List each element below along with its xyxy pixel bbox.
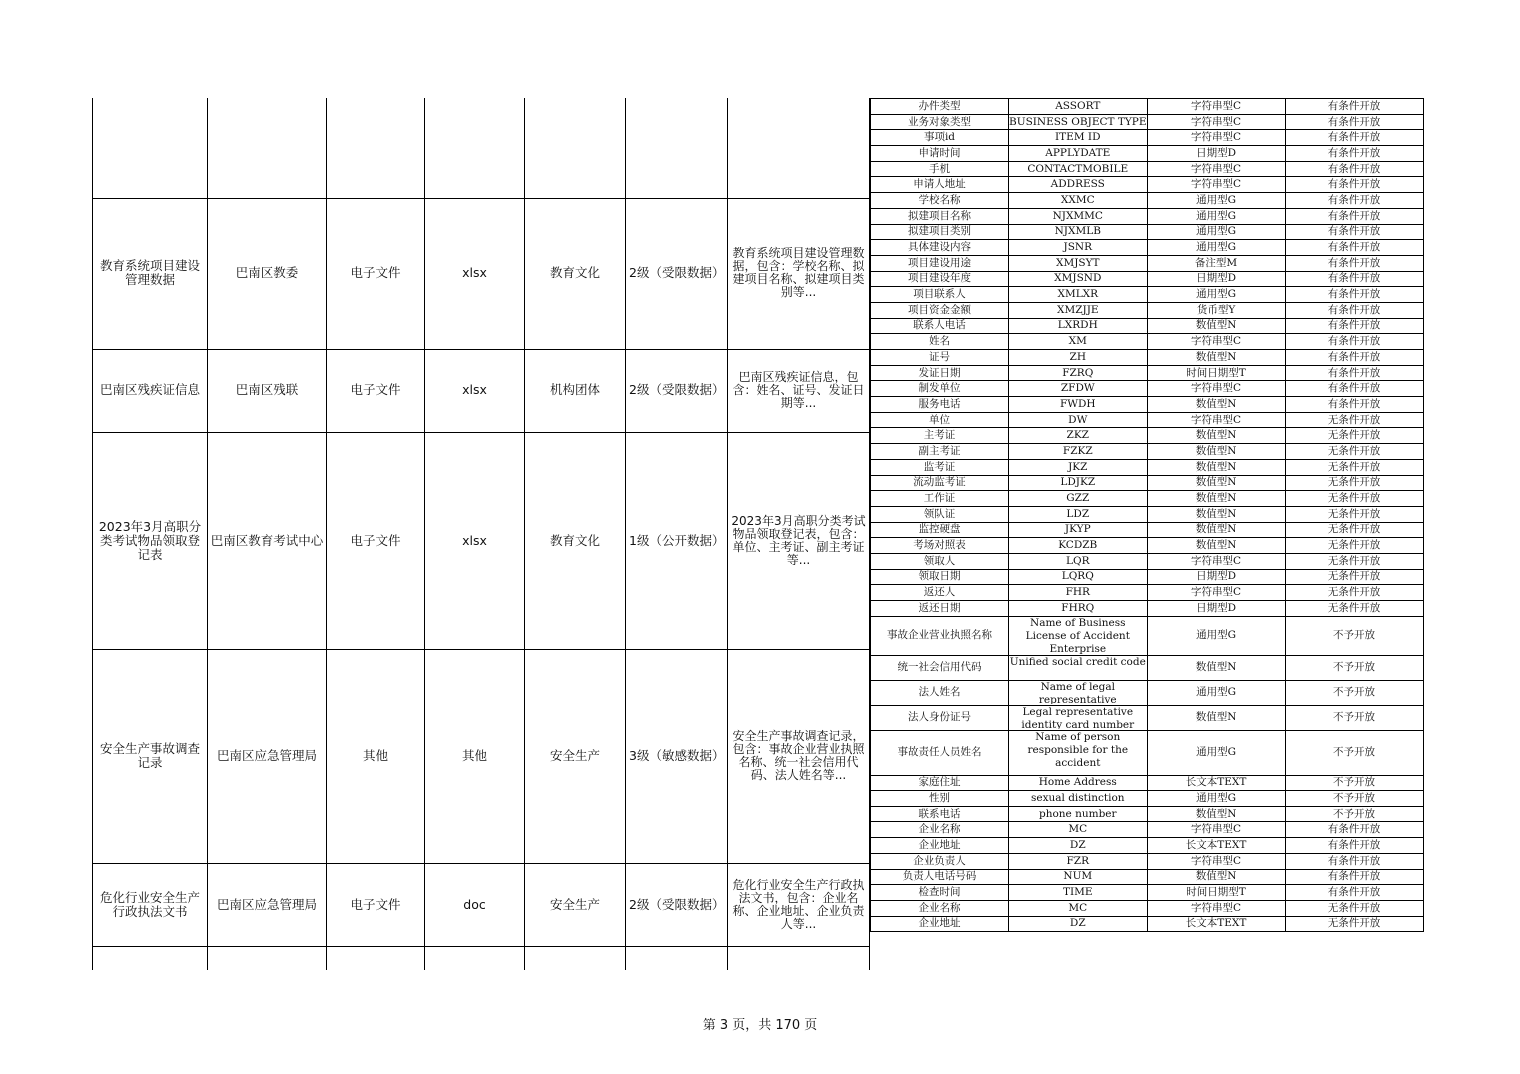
provider-dept: 巴南区残联 xyxy=(235,382,299,398)
field-name-cn: 工作证 xyxy=(871,491,1009,507)
field-type: 字符串型C xyxy=(1147,585,1285,601)
security-level: 1级（公开数据） xyxy=(629,532,725,548)
resource-name: 安全生产事故调查记录 xyxy=(99,740,200,770)
field-row xyxy=(871,412,1424,428)
field-type: 字符串型C xyxy=(1147,822,1285,838)
field-row xyxy=(871,680,1424,705)
field-share: 不予开放 xyxy=(1285,705,1423,730)
security-level xyxy=(626,98,727,198)
field-name-cn: 家庭住址 xyxy=(871,775,1009,791)
field-name-cn: 项目联系人 xyxy=(871,287,1009,303)
resource-category xyxy=(525,98,625,198)
field-share: 无条件开放 xyxy=(1285,506,1423,522)
field-type: 数值型N xyxy=(1147,806,1285,822)
field-name-en: DW xyxy=(1009,412,1148,428)
field-name-en: KCDZB xyxy=(1009,538,1148,554)
field-name-en: JKZ xyxy=(1009,459,1148,475)
field-share: 有条件开放 xyxy=(1285,177,1423,193)
field-row xyxy=(871,177,1424,193)
field-name-en: FHRQ xyxy=(1009,601,1148,617)
field-type: 备注型M xyxy=(1147,255,1285,271)
field-row xyxy=(871,885,1424,901)
field-name-en: MC xyxy=(1009,822,1148,838)
field-name-cn: 联系电话 xyxy=(871,806,1009,822)
field-row xyxy=(871,775,1424,791)
file-format xyxy=(425,98,524,198)
field-type: 数值型N xyxy=(1147,522,1285,538)
field-share: 有条件开放 xyxy=(1285,869,1423,885)
resource-description: 巴南区残疾证信息，包含：姓名、证号、发证日期等... xyxy=(732,369,865,410)
resource-category: 机构团体 xyxy=(549,382,600,398)
field-name-en: Home Address xyxy=(1009,775,1148,791)
field-row xyxy=(871,853,1424,869)
field-row xyxy=(871,224,1424,240)
field-name-en: FZRQ xyxy=(1009,365,1148,381)
file-format xyxy=(425,946,524,970)
field-share: 有条件开放 xyxy=(1285,318,1423,334)
field-name-en xyxy=(1009,655,1148,680)
resource-name: 危化行业安全生产行政执法文书 xyxy=(99,889,200,919)
field-type: 通用型G xyxy=(1147,616,1285,655)
field-share: 不予开放 xyxy=(1285,806,1423,822)
field-share: 无条件开放 xyxy=(1285,475,1423,491)
field-name-en-text: Unified social credit code xyxy=(1009,656,1146,669)
field-name-en-text: Name of legal representative xyxy=(1038,681,1117,705)
field-row xyxy=(871,585,1424,601)
field-row xyxy=(871,730,1424,775)
provider-dept xyxy=(208,946,326,970)
field-name-cn: 返还日期 xyxy=(871,601,1009,617)
field-name-cn: 考场对照表 xyxy=(871,538,1009,554)
field-share: 无条件开放 xyxy=(1285,601,1423,617)
field-type: 字符串型C xyxy=(1147,334,1285,350)
field-share: 有条件开放 xyxy=(1285,287,1423,303)
file-format: doc xyxy=(463,896,486,912)
field-name-en: ADDRESS xyxy=(1009,177,1148,193)
field-type: 通用型G xyxy=(1147,193,1285,209)
field-share: 有条件开放 xyxy=(1285,224,1423,240)
field-name-cn: 企业名称 xyxy=(871,900,1009,916)
field-row xyxy=(871,255,1424,271)
carrier-type: 电子文件 xyxy=(350,265,401,281)
field-row xyxy=(871,114,1424,130)
field-type: 通用型G xyxy=(1147,791,1285,807)
field-name-cn: 申请时间 xyxy=(871,146,1009,162)
field-share: 无条件开放 xyxy=(1285,522,1423,538)
field-share: 有条件开放 xyxy=(1285,114,1423,130)
resource-description: 危化行业安全生产行政执法文书，包含：企业名称、企业地址、企业负责人等... xyxy=(732,877,865,931)
field-name-cn: 项目资金金额 xyxy=(871,302,1009,318)
field-type: 时间日期型T xyxy=(1147,885,1285,901)
field-table xyxy=(870,98,1424,932)
field-name-cn: 企业负责人 xyxy=(871,853,1009,869)
field-row xyxy=(871,459,1424,475)
field-name-cn: 领取人 xyxy=(871,553,1009,569)
field-name-en: XMJSYT xyxy=(1009,255,1148,271)
security-level: 2级（受限数据） xyxy=(629,896,725,912)
field-share: 有条件开放 xyxy=(1285,853,1423,869)
provider-dept xyxy=(208,98,326,198)
field-share: 无条件开放 xyxy=(1285,900,1423,916)
field-name-cn: 法人身份证号 xyxy=(871,705,1009,730)
field-name-cn: 监控硬盘 xyxy=(871,522,1009,538)
field-row xyxy=(871,146,1424,162)
field-name-cn: 服务电话 xyxy=(871,397,1009,413)
field-name-cn: 单位 xyxy=(871,412,1009,428)
field-type: 长文本TEXT xyxy=(1147,916,1285,932)
field-row xyxy=(871,318,1424,334)
field-share: 有条件开放 xyxy=(1285,146,1423,162)
security-level: 2级（受限数据） xyxy=(629,382,725,398)
field-share: 有条件开放 xyxy=(1285,255,1423,271)
field-row xyxy=(871,350,1424,366)
field-name-en: NJXMLB xyxy=(1009,224,1148,240)
field-share: 有条件开放 xyxy=(1285,302,1423,318)
field-type: 数值型N xyxy=(1147,506,1285,522)
field-type: 数值型N xyxy=(1147,350,1285,366)
field-row xyxy=(871,655,1424,680)
field-name-en: ITEM ID xyxy=(1009,130,1148,146)
field-type: 时间日期型T xyxy=(1147,365,1285,381)
field-type: 日期型D xyxy=(1147,146,1285,162)
resource-description: 2023年3月高职分类考试物品领取登记表，包含：单位、主考证、副主考证等... xyxy=(731,513,866,567)
file-format: xlsx xyxy=(462,382,487,398)
resource-name xyxy=(93,946,207,970)
field-name-cn: 事故责任人员姓名 xyxy=(871,730,1009,775)
field-name-cn: 业务对象类型 xyxy=(871,114,1009,130)
field-name-en: NJXMMC xyxy=(1009,208,1148,224)
file-format: 其他 xyxy=(461,747,487,763)
field-type: 字符串型C xyxy=(1147,177,1285,193)
field-type: 数值型N xyxy=(1147,491,1285,507)
field-name-cn: 事项id xyxy=(871,130,1009,146)
field-name-cn: 领队证 xyxy=(871,506,1009,522)
field-name-cn: 性别 xyxy=(871,791,1009,807)
field-name-en xyxy=(1009,680,1148,705)
field-name-en: ZH xyxy=(1009,350,1148,366)
field-type: 字符串型C xyxy=(1147,900,1285,916)
field-share: 无条件开放 xyxy=(1285,553,1423,569)
field-name-cn: 副主考证 xyxy=(871,444,1009,460)
field-name-en: ZFDW xyxy=(1009,381,1148,397)
resource-name: 2023年3月高职分类考试物品领取登记表 xyxy=(98,518,202,562)
field-name-cn: 主考证 xyxy=(871,428,1009,444)
field-name-en: NUM xyxy=(1009,869,1148,885)
field-type: 货币型Y xyxy=(1147,302,1285,318)
field-name-en: XMJSND xyxy=(1009,271,1148,287)
field-share: 有条件开放 xyxy=(1285,193,1423,209)
field-type: 字符串型C xyxy=(1147,412,1285,428)
field-share: 不予开放 xyxy=(1285,775,1423,791)
field-row xyxy=(871,475,1424,491)
field-name-en: LQRQ xyxy=(1009,569,1148,585)
field-name-cn: 拟建项目名称 xyxy=(871,208,1009,224)
field-row xyxy=(871,381,1424,397)
field-row xyxy=(871,334,1424,350)
field-type: 通用型G xyxy=(1147,730,1285,775)
field-share: 不予开放 xyxy=(1285,680,1423,705)
carrier-type xyxy=(327,946,424,970)
field-share: 无条件开放 xyxy=(1285,538,1423,554)
field-type: 通用型G xyxy=(1147,224,1285,240)
field-name-cn: 统一社会信用代码 xyxy=(871,655,1009,680)
field-name-cn: 学校名称 xyxy=(871,193,1009,209)
field-row xyxy=(871,900,1424,916)
field-name-cn: 制发单位 xyxy=(871,381,1009,397)
resource-name xyxy=(93,98,207,198)
field-name-en: XM xyxy=(1009,334,1148,350)
field-type: 数值型N xyxy=(1147,444,1285,460)
field-name-en: LQR xyxy=(1009,553,1148,569)
resource-category xyxy=(525,946,625,970)
field-share: 有条件开放 xyxy=(1285,838,1423,854)
field-name-cn: 检查时间 xyxy=(871,885,1009,901)
field-name-en: JSNR xyxy=(1009,240,1148,256)
field-share: 无条件开放 xyxy=(1285,459,1423,475)
field-name-en: LDZ xyxy=(1009,506,1148,522)
field-share: 有条件开放 xyxy=(1285,365,1423,381)
field-share: 有条件开放 xyxy=(1285,381,1423,397)
field-type: 字符串型C xyxy=(1147,853,1285,869)
field-name-en: XMZJJE xyxy=(1009,302,1148,318)
file-format: xlsx xyxy=(462,532,487,548)
field-name-en: LXRDH xyxy=(1009,318,1148,334)
field-row xyxy=(871,428,1424,444)
field-share: 不予开放 xyxy=(1285,616,1423,655)
field-type: 长文本TEXT xyxy=(1147,775,1285,791)
field-row xyxy=(871,538,1424,554)
resource-name: 巴南区残疾证信息 xyxy=(99,382,200,398)
field-name-cn: 领取日期 xyxy=(871,569,1009,585)
field-share: 无条件开放 xyxy=(1285,428,1423,444)
field-row xyxy=(871,491,1424,507)
field-type: 通用型G xyxy=(1147,680,1285,705)
field-share: 无条件开放 xyxy=(1285,412,1423,428)
field-share: 有条件开放 xyxy=(1285,822,1423,838)
field-row xyxy=(871,365,1424,381)
field-name-cn: 返还人 xyxy=(871,585,1009,601)
field-name-en-text: Legal representative identity card number xyxy=(1021,706,1135,730)
field-row xyxy=(871,240,1424,256)
field-type: 数值型N xyxy=(1147,538,1285,554)
field-name-cn: 项目建设用途 xyxy=(871,255,1009,271)
field-name-cn: 负责人电话号码 xyxy=(871,869,1009,885)
field-name-cn: 企业地址 xyxy=(871,916,1009,932)
field-share: 有条件开放 xyxy=(1285,350,1423,366)
field-type: 日期型D xyxy=(1147,569,1285,585)
carrier-type: 其他 xyxy=(362,747,388,763)
field-type: 字符串型C xyxy=(1147,161,1285,177)
carrier-type: 电子文件 xyxy=(350,532,401,548)
security-level: 2级（受限数据） xyxy=(629,265,725,281)
field-row xyxy=(871,616,1424,655)
field-type: 数值型N xyxy=(1147,705,1285,730)
field-share: 有条件开放 xyxy=(1285,885,1423,901)
field-type: 数值型N xyxy=(1147,397,1285,413)
page-footer: 第 3 页，共 170 页 xyxy=(702,1018,818,1033)
field-type: 通用型G xyxy=(1147,208,1285,224)
file-format: xlsx xyxy=(462,265,487,281)
field-row xyxy=(871,569,1424,585)
field-share: 有条件开放 xyxy=(1285,208,1423,224)
field-share: 有条件开放 xyxy=(1285,397,1423,413)
field-name-en-text: Name of Business License of Accident Enterprise xyxy=(1025,617,1130,655)
field-share: 不予开放 xyxy=(1285,730,1423,775)
field-name-en xyxy=(1009,616,1148,655)
field-name-en-text: Name of person responsible for the accident xyxy=(1027,731,1129,770)
field-type: 数值型N xyxy=(1147,459,1285,475)
field-row xyxy=(871,838,1424,854)
field-name-cn: 流动监考证 xyxy=(871,475,1009,491)
field-share: 不予开放 xyxy=(1285,655,1423,680)
field-share: 无条件开放 xyxy=(1285,916,1423,932)
field-row xyxy=(871,271,1424,287)
security-level: 3级（敏感数据） xyxy=(629,747,725,763)
field-name-en xyxy=(1009,705,1148,730)
field-name-en: ASSORT xyxy=(1009,99,1148,115)
field-row xyxy=(871,822,1424,838)
field-name-cn: 发证日期 xyxy=(871,365,1009,381)
field-row xyxy=(871,397,1424,413)
field-share: 有条件开放 xyxy=(1285,130,1423,146)
field-share: 无条件开放 xyxy=(1285,585,1423,601)
field-name-cn: 联系人电话 xyxy=(871,318,1009,334)
field-name-en: FHR xyxy=(1009,585,1148,601)
field-type: 数值型N xyxy=(1147,655,1285,680)
field-row xyxy=(871,705,1424,730)
field-row xyxy=(871,193,1424,209)
field-name-cn: 申请人地址 xyxy=(871,177,1009,193)
field-row xyxy=(871,444,1424,460)
field-name-cn: 事故企业营业执照名称 xyxy=(871,616,1009,655)
resource-name: 教育系统项目建设管理数据 xyxy=(99,258,200,288)
security-level xyxy=(626,946,727,970)
field-share: 无条件开放 xyxy=(1285,444,1423,460)
field-name-cn: 姓名 xyxy=(871,334,1009,350)
field-type: 长文本TEXT xyxy=(1147,838,1285,854)
field-name-cn: 拟建项目类别 xyxy=(871,224,1009,240)
field-name-en: APPLYDATE xyxy=(1009,146,1148,162)
field-name-en: ZKZ xyxy=(1009,428,1148,444)
field-share: 无条件开放 xyxy=(1285,569,1423,585)
field-name-en: phone number xyxy=(1009,806,1148,822)
field-type: 数值型N xyxy=(1147,475,1285,491)
field-name-en: DZ xyxy=(1009,916,1148,932)
field-name-en xyxy=(1009,730,1148,775)
field-share: 有条件开放 xyxy=(1285,240,1423,256)
field-row xyxy=(871,99,1424,115)
carrier-type: 电子文件 xyxy=(350,382,401,398)
field-name-en: FZR xyxy=(1009,853,1148,869)
field-row xyxy=(871,601,1424,617)
resource-description: 教育系统项目建设管理数据，包含：学校名称、拟建项目名称、拟建项目类别等... xyxy=(732,246,865,300)
field-name-en: MC xyxy=(1009,900,1148,916)
carrier-type xyxy=(327,98,424,198)
field-name-en: GZZ xyxy=(1009,491,1148,507)
resource-category: 教育文化 xyxy=(549,532,600,548)
field-name-en: DZ xyxy=(1009,838,1148,854)
field-name-en: CONTACTMOBILE xyxy=(1009,161,1148,177)
field-name-cn: 企业名称 xyxy=(871,822,1009,838)
field-row xyxy=(871,302,1424,318)
field-name-cn: 具体建设内容 xyxy=(871,240,1009,256)
field-name-cn: 项目建设年度 xyxy=(871,271,1009,287)
field-row xyxy=(871,287,1424,303)
field-row xyxy=(871,161,1424,177)
resource-description: 安全生产事故调查记录，包含：事故企业营业执照名称、统一社会信用代码、法人姓名等... xyxy=(732,728,865,782)
field-type: 日期型D xyxy=(1147,271,1285,287)
resource-description xyxy=(728,946,869,970)
field-name-en: TIME xyxy=(1009,885,1148,901)
field-row xyxy=(871,869,1424,885)
field-share: 有条件开放 xyxy=(1285,99,1423,115)
resource-category: 安全生产 xyxy=(549,747,600,763)
resource-category: 安全生产 xyxy=(549,896,600,912)
field-type: 通用型G xyxy=(1147,287,1285,303)
field-type: 字符串型C xyxy=(1147,381,1285,397)
provider-dept: 巴南区应急管理局 xyxy=(216,747,317,763)
field-name-en: JKYP xyxy=(1009,522,1148,538)
provider-dept: 巴南区教委 xyxy=(235,265,299,281)
field-row xyxy=(871,522,1424,538)
field-type: 字符串型C xyxy=(1147,130,1285,146)
field-share: 不予开放 xyxy=(1285,791,1423,807)
field-name-en: sexual distinction xyxy=(1009,791,1148,807)
provider-dept: 巴南区应急管理局 xyxy=(216,896,317,912)
field-row xyxy=(871,506,1424,522)
resource-description xyxy=(728,98,869,198)
field-type: 字符串型C xyxy=(1147,553,1285,569)
field-name-cn: 证号 xyxy=(871,350,1009,366)
field-name-cn: 法人姓名 xyxy=(871,680,1009,705)
field-name-en: LDJKZ xyxy=(1009,475,1148,491)
field-name-en: XXMC xyxy=(1009,193,1148,209)
field-row xyxy=(871,791,1424,807)
field-row xyxy=(871,130,1424,146)
carrier-type: 电子文件 xyxy=(350,896,401,912)
field-name-cn: 办件类型 xyxy=(871,99,1009,115)
field-share: 有条件开放 xyxy=(1285,334,1423,350)
field-type: 通用型G xyxy=(1147,240,1285,256)
field-share: 无条件开放 xyxy=(1285,491,1423,507)
field-row xyxy=(871,916,1424,932)
field-share: 有条件开放 xyxy=(1285,161,1423,177)
field-row xyxy=(871,553,1424,569)
resource-category: 教育文化 xyxy=(549,265,600,281)
field-type: 字符串型C xyxy=(1147,99,1285,115)
provider-dept: 巴南区教育考试中心 xyxy=(210,532,324,548)
field-name-en: FWDH xyxy=(1009,397,1148,413)
field-share: 有条件开放 xyxy=(1285,271,1423,287)
field-name-en: BUSINESS OBJECT TYPE xyxy=(1009,114,1148,130)
field-name-cn: 手机 xyxy=(871,161,1009,177)
field-type: 字符串型C xyxy=(1147,114,1285,130)
field-type: 日期型D xyxy=(1147,601,1285,617)
field-name-en: FZKZ xyxy=(1009,444,1148,460)
field-type: 数值型N xyxy=(1147,869,1285,885)
field-row xyxy=(871,208,1424,224)
field-name-cn: 企业地址 xyxy=(871,838,1009,854)
field-row xyxy=(871,806,1424,822)
field-type: 数值型N xyxy=(1147,318,1285,334)
field-name-cn: 监考证 xyxy=(871,459,1009,475)
field-name-en: XMLXR xyxy=(1009,287,1148,303)
field-type: 数值型N xyxy=(1147,428,1285,444)
